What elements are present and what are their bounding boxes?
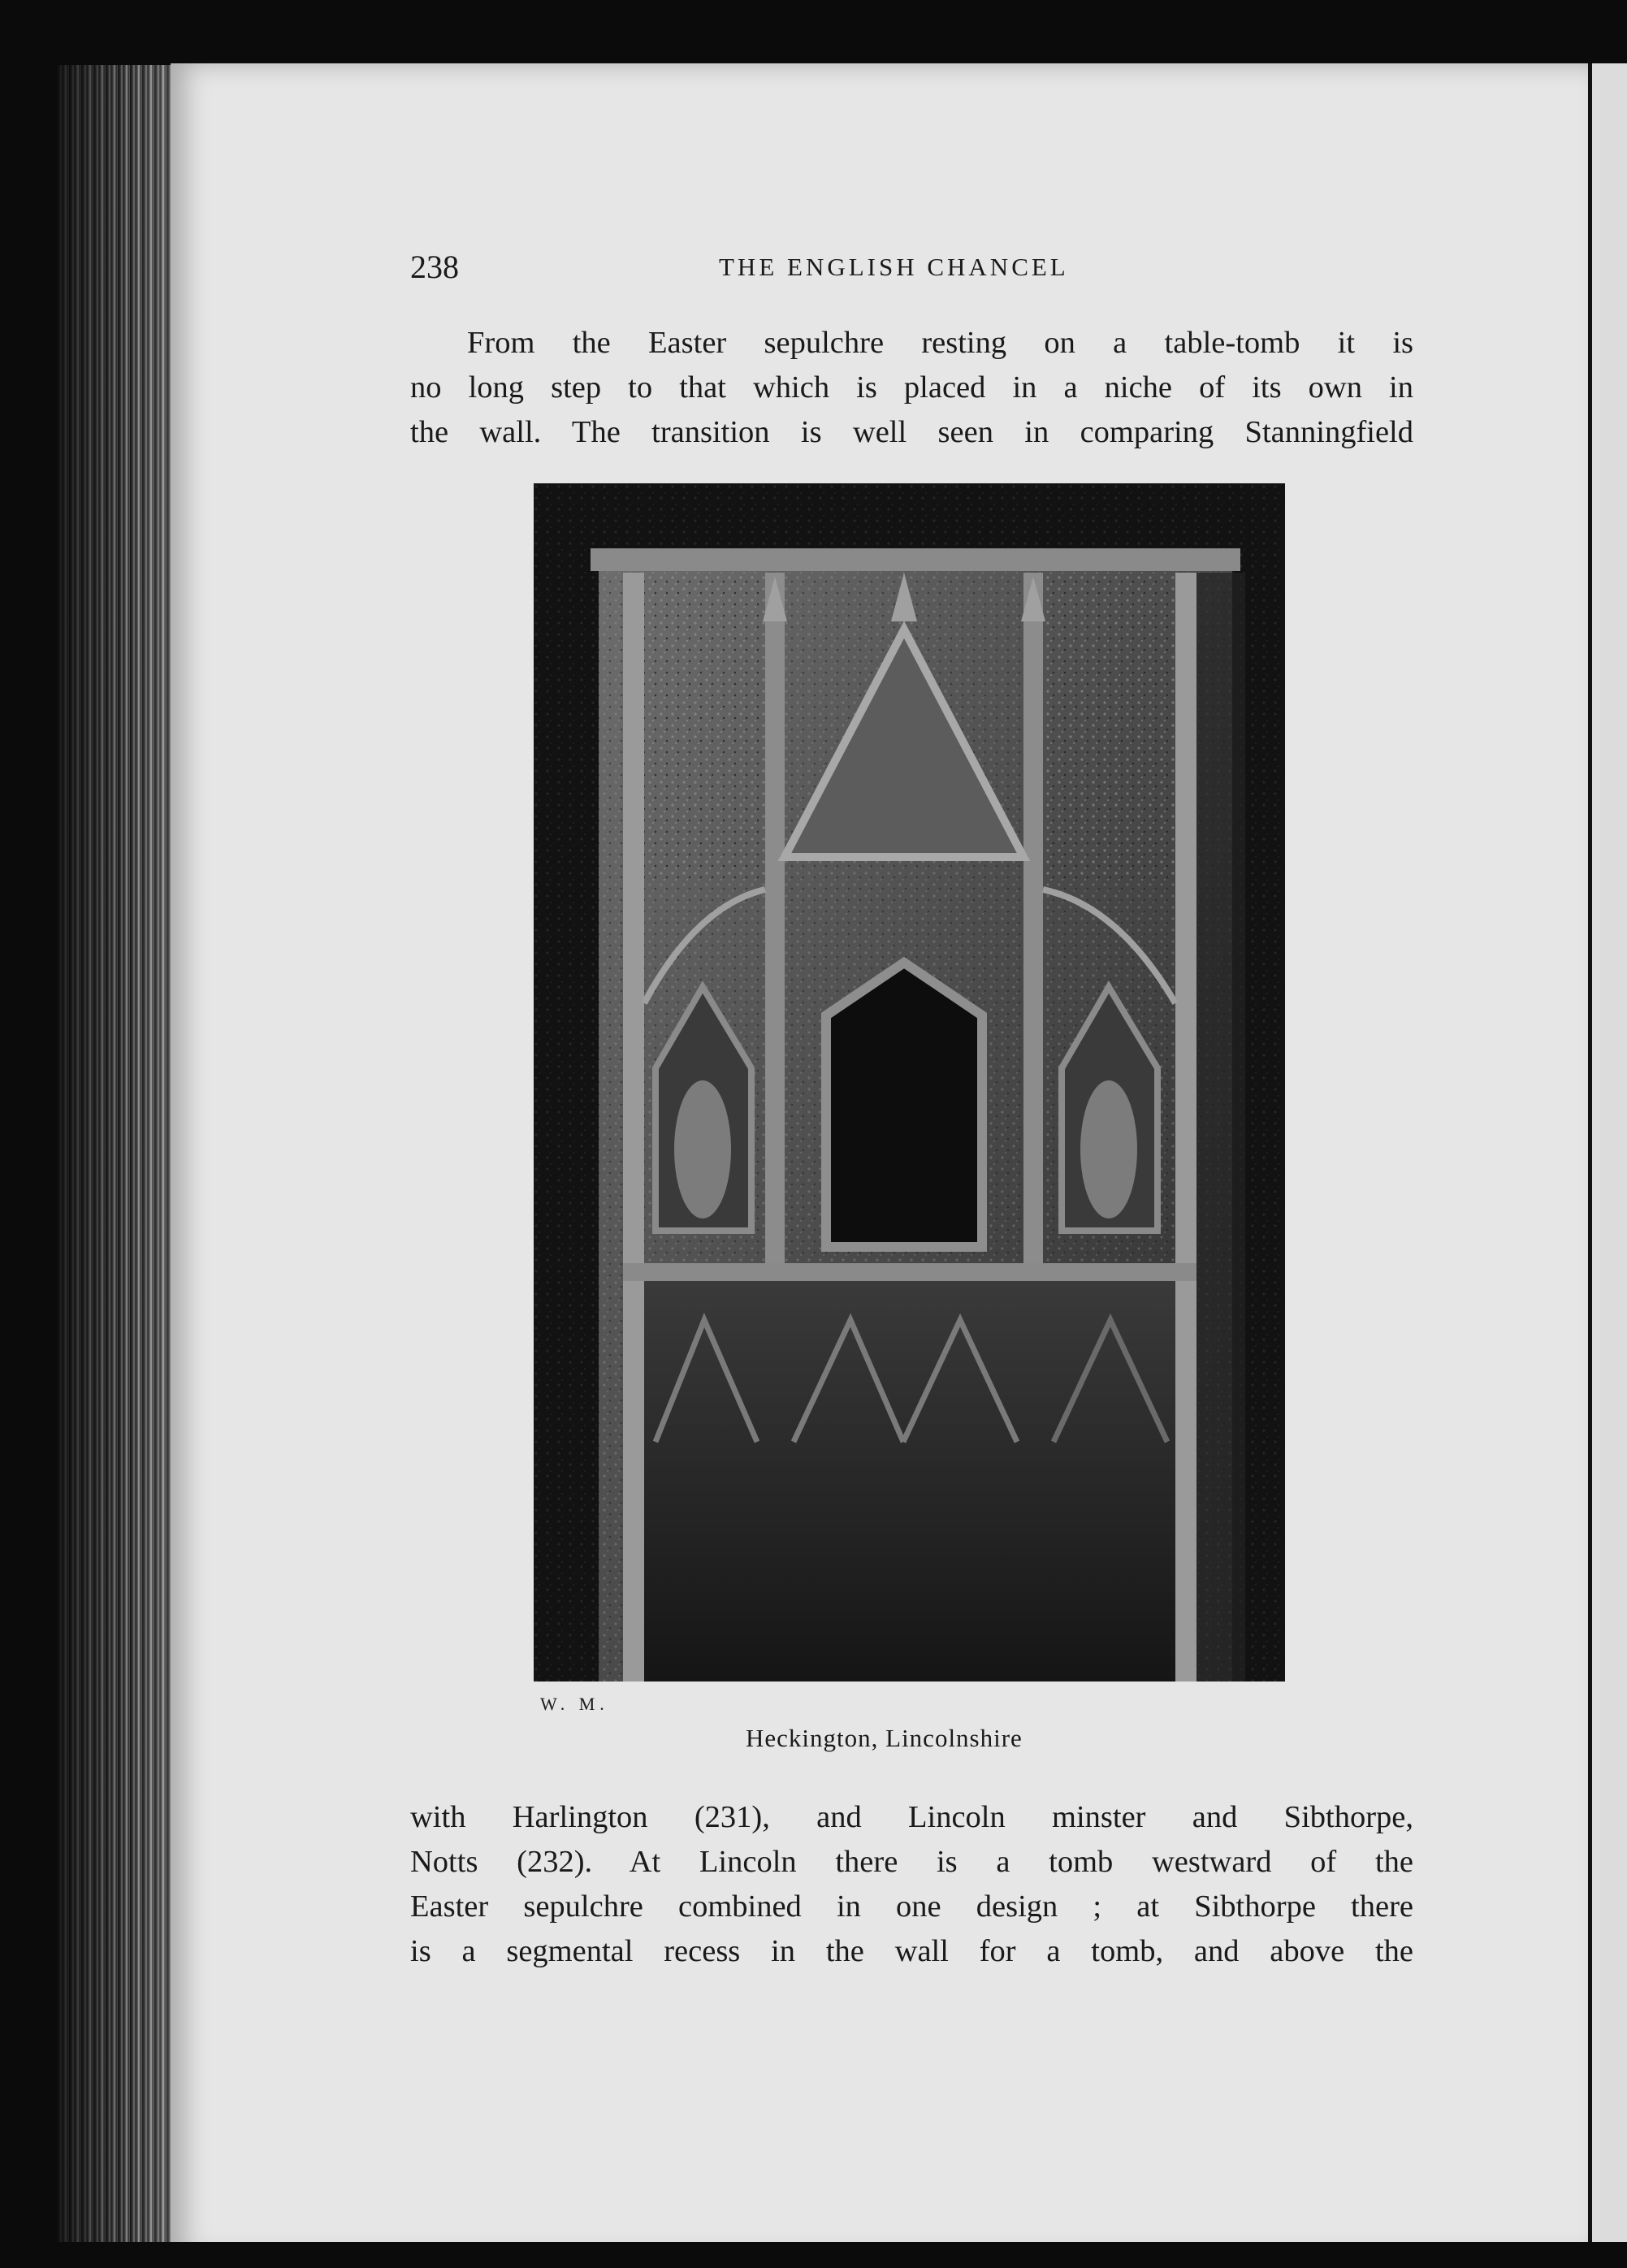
- text-line: Notts (232). At Lincoln there is a tomb westward of the: [410, 1845, 1413, 1879]
- book-spine-shadow: [57, 65, 179, 2258]
- photo-credit: W. M.: [540, 1694, 609, 1714]
- sepulchre-illustration: [534, 483, 1285, 1682]
- running-head: [410, 248, 1413, 288]
- text-line: no long step to that which is placed in a niche of its own in: [410, 370, 1413, 405]
- text-line: with Harlington (231), and Lincoln minster and Sibthorpe,: [410, 1800, 1413, 1834]
- page-number: 238: [410, 249, 459, 285]
- scan-bottom-border: [0, 2242, 1627, 2268]
- text-line: the wall. The transition is well seen in comparing Stanningfield: [410, 415, 1413, 449]
- figure-caption: Heckington, Lincolnshire: [746, 1724, 1023, 1752]
- easter-sepulchre-photograph: [534, 483, 1285, 1682]
- text-line: Easter sepulchre combined in one design ; at Sibthorpe there: [410, 1889, 1413, 1924]
- paragraph-top: [410, 321, 1413, 455]
- paragraph-bottom: [410, 1795, 1413, 1974]
- text-line: From the Easter sepulchre resting on a table-tomb it is: [467, 326, 1413, 360]
- right-page-edge: [1588, 63, 1627, 2257]
- page-title: THE ENGLISH CHANCEL: [719, 253, 1069, 281]
- text-line: is a segmental recess in the wall for a tomb, and above the: [410, 1934, 1413, 1968]
